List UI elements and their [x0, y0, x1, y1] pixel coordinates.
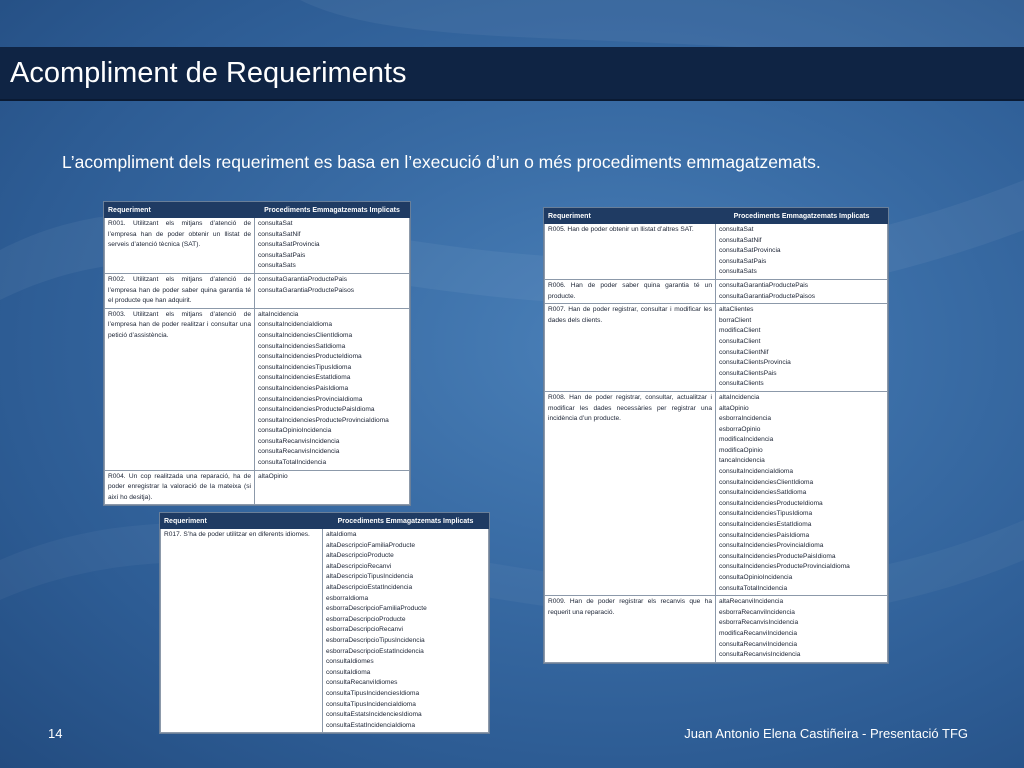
procedures-cell: [255, 218, 410, 274]
requirement-cell: R006. Han de poder saber quina garantia té un producte.: [545, 279, 716, 303]
procedure-name: esborraDescripcioFamiliaProducte: [326, 605, 427, 613]
procedure-name: consultaIncidenciesClientIdioma: [258, 331, 353, 339]
header-requirement: Requeriment: [105, 203, 255, 218]
procedure-name: esborraDescripcioRecanvi: [326, 626, 403, 634]
procedure-name: consultaSatNif: [719, 236, 762, 244]
procedure-name: consultaSatNif: [258, 230, 301, 238]
slide-subtitle: L’acompliment dels requeriment es basa en l’execució d’un o més procediments emmagatzemats.: [62, 152, 821, 172]
procedure-name: consultaGarantiaProductePais: [719, 281, 809, 289]
procedure-name: altaIncidencia: [719, 393, 760, 401]
header-requirement: Requeriment: [545, 209, 716, 224]
procedure-name: consultaTotalIncidencia: [719, 584, 788, 592]
procedure-name: altaOpinio: [258, 472, 288, 480]
procedures-cell: [255, 470, 410, 505]
procedure-name: consultaEstatsIncidenciesIdioma: [326, 711, 422, 719]
procedure-name: altaIdioma: [326, 531, 357, 538]
requirements-table-1: [103, 201, 411, 506]
procedure-name: consultaRecanvisIncidencia: [258, 448, 340, 456]
procedure-name: consultaIncidenciesEstatIdioma: [258, 374, 351, 382]
procedure-name: consultaTipusIncidenciesIdioma: [326, 689, 420, 697]
table-row: [105, 273, 410, 308]
table-row: [105, 470, 410, 505]
procedures-cell: [255, 273, 410, 308]
procedure-name: consultaGarantiaProductePaisos: [258, 286, 355, 294]
procedure-name: modificaIncidencia: [719, 436, 774, 444]
procedure-name: esborraRecanvisIncidencia: [719, 619, 799, 627]
procedure-name: consultaOpinioIncidencia: [258, 427, 332, 435]
procedure-name: consultaSats: [719, 268, 757, 276]
table-row: [545, 224, 888, 280]
procedure-name: consultaIncidenciesPaisIdioma: [719, 531, 810, 539]
procedure-name: consultaIncidenciesProvinciaIdioma: [719, 542, 824, 550]
procedure-name: altaClientes: [719, 306, 754, 314]
procedure-name: consultaIncidenciesTipusIdioma: [719, 510, 813, 518]
footer-author: Juan Antonio Elena Castiñeira - Presentació TFG: [684, 726, 968, 741]
procedure-name: altaOpinio: [719, 404, 749, 412]
table-header-row: [161, 514, 489, 529]
title-bar: [0, 47, 1024, 101]
slide-title: Acompliment de Requeriments: [10, 57, 407, 89]
table-row: [161, 529, 489, 733]
requirement-cell: R002. Utilitzant els mitjans d’atenció de l’empresa han de poder saber quina garantia té el producte que han adquirit.: [105, 273, 255, 308]
procedure-name: consultaIncidenciesClientIdioma: [719, 478, 814, 486]
requirements-table-2: [159, 512, 490, 734]
procedure-name: consultaOpinioIncidencia: [719, 574, 793, 581]
table-3: [544, 208, 888, 663]
header-procedures: Procediments Emmagatzemats Implicats: [716, 209, 888, 224]
procedure-name: esborraDescripcioTipusIncidencia: [326, 636, 425, 644]
procedures-cell: [716, 224, 888, 280]
procedure-name: consultaRecanviIncidencia: [719, 640, 798, 648]
table-row: [105, 308, 410, 470]
procedure-name: consultaClientsProvincia: [719, 359, 791, 367]
header-requirement: Requeriment: [161, 514, 323, 529]
slide-number: 14: [48, 726, 63, 741]
procedure-name: consultaSat: [719, 226, 754, 233]
table-header-row: [545, 209, 888, 224]
procedure-name: altaDescripcioTipusIncidencia: [326, 573, 413, 581]
procedure-name: consultaSat: [258, 220, 293, 227]
procedure-name: consultaIncidenciesProvinciaIdioma: [258, 395, 363, 403]
procedure-name: modificaRecanviIncidencia: [719, 629, 798, 637]
procedure-name: consultaSatProvincia: [258, 241, 320, 249]
procedure-name: esborraDescripcioEstatIncidencia: [326, 647, 424, 655]
procedure-name: consultaIncidenciesProductePaisIdioma: [719, 552, 836, 560]
procedure-name: altaIncidencia: [258, 310, 299, 318]
procedure-name: esborraRecanviIncidencia: [719, 608, 795, 616]
procedure-name: consultaSats: [258, 262, 296, 270]
procedure-name: consultaIdiomes: [326, 658, 374, 666]
table-3-body: [545, 224, 888, 663]
procedure-name: altaDescripcioProducte: [326, 552, 394, 560]
table-row: [545, 391, 888, 595]
procedure-name: consultaRecanviIdiomes: [326, 679, 398, 687]
procedure-name: consultaEstatIncidenciaIdioma: [326, 721, 416, 729]
table-2: [160, 513, 489, 733]
procedure-name: consultaIncidenciaIdioma: [258, 321, 333, 329]
procedure-name: consultaIdioma: [326, 668, 371, 676]
procedure-name: consultaSatPais: [258, 251, 306, 259]
requirements-table-3: [543, 207, 889, 664]
procedure-name: consultaGarantiaProductePaisos: [719, 292, 816, 300]
procedure-name: consultaTipusIncidenciaIdioma: [326, 700, 416, 708]
procedure-name: consultaIncidenciesProducteIdioma: [258, 353, 362, 361]
procedure-name: consultaIncidenciesProducteProvinciaIdioma: [719, 563, 850, 571]
procedures-cell: [716, 304, 888, 392]
procedure-name: tancaIncidencia: [719, 457, 765, 465]
procedure-name: consultaClientNif: [719, 348, 769, 356]
procedure-name: consultaIncidenciesSatIdioma: [719, 489, 807, 497]
procedure-name: esborraOpinio: [719, 425, 761, 433]
procedure-name: esborraIncidencia: [719, 415, 772, 423]
procedure-name: modificaClient: [719, 327, 761, 335]
procedure-name: consultaRecanvisIncidencia: [719, 651, 801, 659]
procedure-name: consultaRecanvisIncidencia: [258, 437, 340, 445]
requirement-cell: R009. Han de poder registrar els recanvis que ha requerit una reparació.: [545, 596, 716, 663]
requirement-cell: R007. Han de poder registrar, consultar i modificar les dades dels clients.: [545, 304, 716, 392]
procedure-name: altaDescripcioEstatIncidencia: [326, 583, 413, 591]
procedures-cell: [255, 308, 410, 470]
requirement-cell: R005. Han de poder obtenir un llistat d’altres SAT.: [545, 224, 716, 280]
table-header-row: [105, 203, 410, 218]
header-procedures: Procediments Emmagatzemats Implicats: [255, 203, 410, 218]
procedure-name: consultaIncidenciesPaisIdioma: [258, 384, 349, 392]
procedure-name: consultaClient: [719, 337, 761, 345]
table-1-body: [105, 218, 410, 505]
table-row: [545, 304, 888, 392]
procedure-name: consultaClients: [719, 380, 764, 388]
procedure-name: altaDescripcioFamiliaProducte: [326, 541, 416, 549]
procedure-name: modificaOpinio: [719, 446, 763, 454]
procedure-name: consultaIncidenciesProducteIdioma: [719, 499, 823, 507]
procedure-name: consultaIncidenciesProductePaisIdioma: [258, 406, 375, 414]
header-procedures: Procediments Emmagatzemats Implicats: [323, 514, 489, 529]
procedure-name: consultaIncidenciaIdioma: [719, 468, 794, 476]
procedure-name: esborraDescripcioProducte: [326, 615, 406, 623]
procedure-name: borraClient: [719, 316, 752, 324]
table-row: [545, 596, 888, 663]
requirement-cell: R008. Han de poder registrar, consultar, actualitzar i modificar les dades necessàries per registrar una incidència d’un producte.: [545, 391, 716, 595]
procedure-name: consultaSatProvincia: [719, 247, 781, 255]
procedure-name: esborraIdioma: [326, 594, 369, 602]
table-2-body: [161, 529, 489, 733]
requirement-cell: R001. Utilitzant els mitjans d’atenció de l’empresa han de poder obtenir un llistat de serveis d’atenció tècnica (SAT).: [105, 218, 255, 274]
procedure-name: consultaIncidenciesProducteProvinciaIdioma: [258, 416, 389, 424]
requirement-cell: R017. S’ha de poder utilitzar en diferents idiomes.: [161, 529, 323, 733]
requirement-cell: R004. Un cop realitzada una reparació, ha de poder enregistrar la valoració de la mateixa (si així ho desitja).: [105, 470, 255, 505]
procedures-cell: [716, 596, 888, 663]
procedure-name: consultaClientsPais: [719, 369, 777, 377]
table-row: [545, 279, 888, 303]
table-1: [104, 202, 410, 505]
requirement-cell: R003. Utilitzant els mitjans d’atenció de l’empresa han de poder realitzar i consultar una petició d’assistència.: [105, 308, 255, 470]
procedures-cell: [716, 391, 888, 595]
procedure-name: consultaIncidenciesTipusIdioma: [258, 363, 352, 371]
procedure-name: altaRecanviIncidencia: [719, 598, 784, 606]
table-row: [105, 218, 410, 274]
procedure-name: altaDescripcioRecanvi: [326, 562, 392, 570]
procedures-cell: [716, 279, 888, 303]
procedure-name: consultaTotalIncidencia: [258, 459, 327, 467]
procedure-name: consultaIncidenciesSatIdioma: [258, 342, 346, 350]
procedure-name: consultaSatPais: [719, 257, 767, 265]
procedure-name: consultaGarantiaProductePais: [258, 275, 348, 283]
procedures-cell: [323, 529, 489, 733]
procedure-name: consultaIncidenciesEstatIdioma: [719, 521, 812, 529]
